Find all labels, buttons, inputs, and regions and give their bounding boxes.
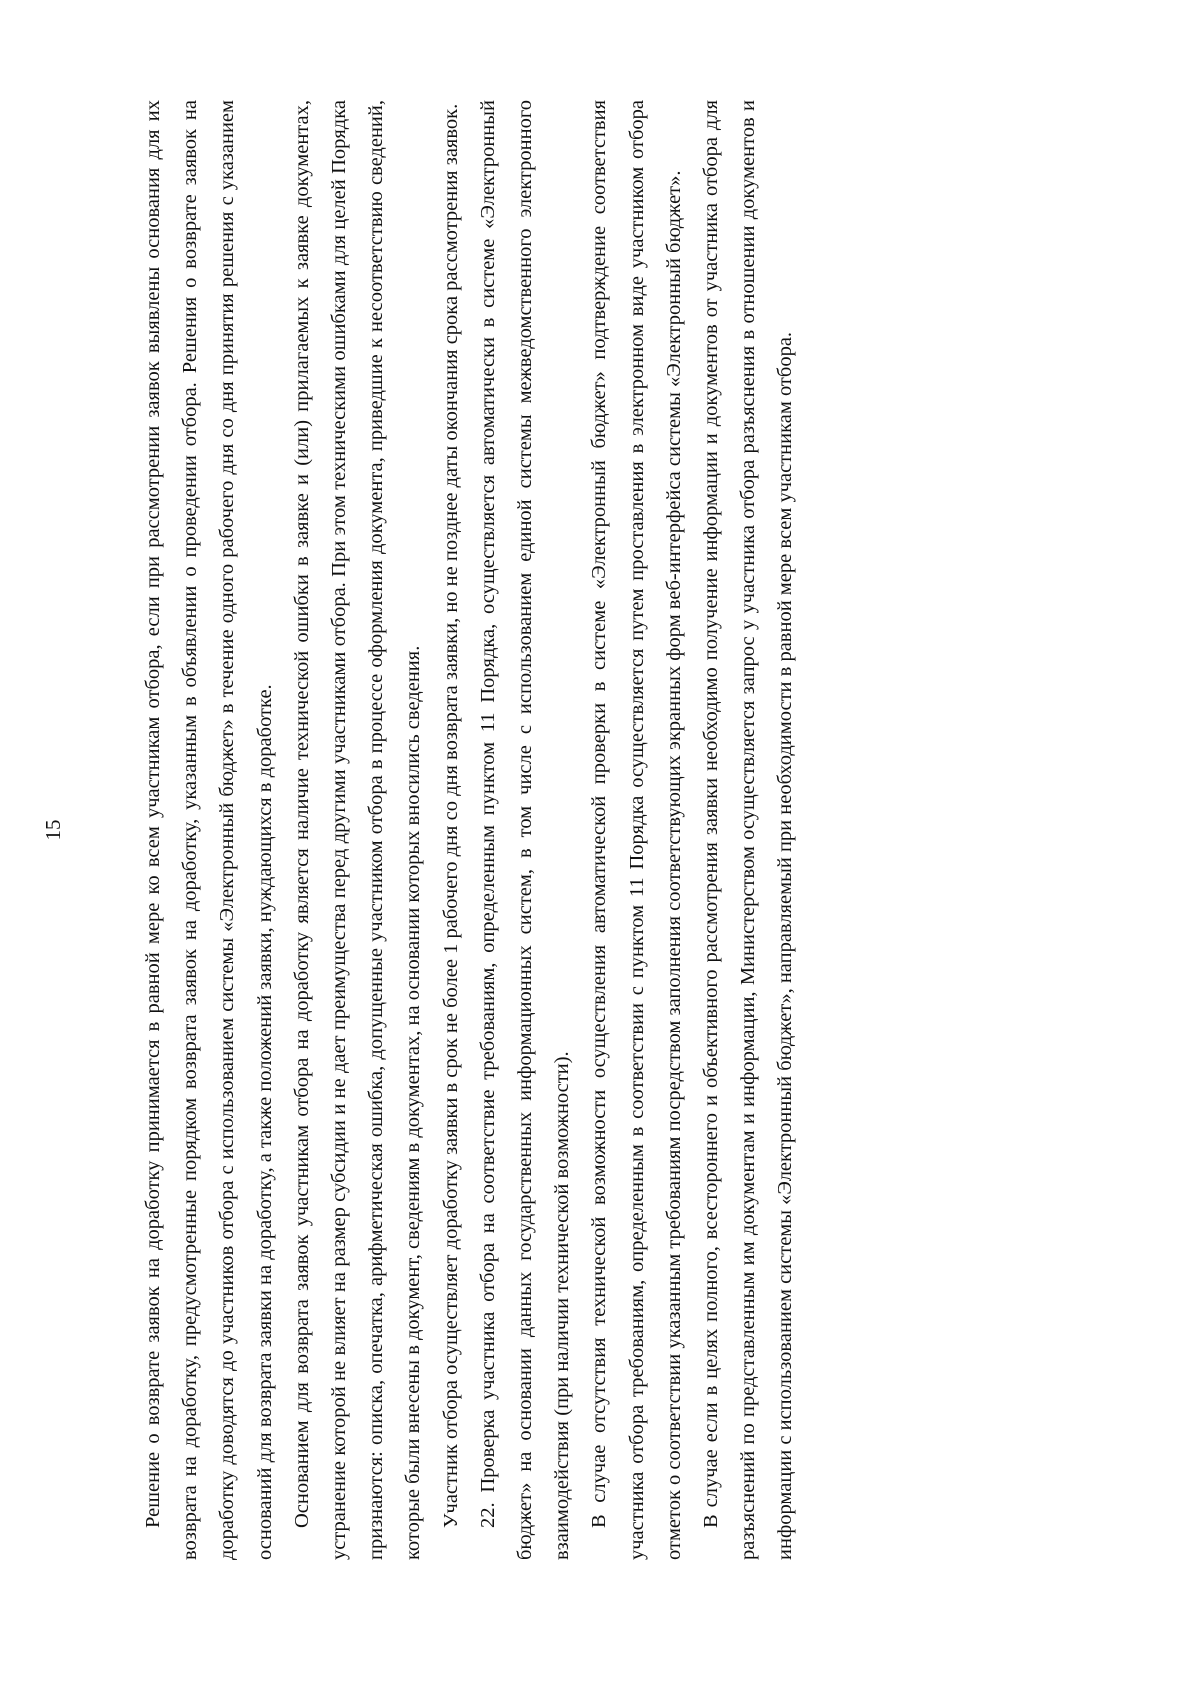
- paragraph-clarification-request: В случае если в целях полного, всестороннего и объективного рассмотрения заявки необходимо получение информации и документов от участника отбора для разъяснений по представленным им документам и информации, Министерством осуществляется запрос у участника отбора разъяснения в отношении документов и информации с использованием системы «Электронный бюджет», направляемый при необходимости в равной мере всем участникам отбора.: [700, 100, 797, 1560]
- rotated-content: [41, 100, 1095, 1560]
- paragraph-return-decision: Решение о возврате заявок на доработку принимается в равной мере ко всем участникам отбора, если при рассмотрении заявок выявлены основания для их возврата на доработку, предусмотренные порядком возврата заявок на доработку, указанным в объявлении о проведении отбора. Решения о возврате заявок на доработку доводятся до участников отбора с использованием системы «Электронный бюджет» в течение одного рабочего дня со дня принятия решения с указанием оснований для возврата заявки на доработку, а также положений заявки, нуждающихся в доработке.: [142, 100, 276, 1560]
- paragraph-no-technical-possibility: В случае отсутствия технической возможности осуществления автоматической проверки в системе «Электронный бюджет» подтверждение соответствия участника отбора требованиям, определенным в соответствии с пунктом 11 Порядка осуществляется путем проставления в электронном виде участником отбора отметок о соответствии указанным требованиям посредством заполнения соответствующих экранных форм веб-интерфейса системы «Электронный бюджет».: [588, 100, 685, 1560]
- paragraph-return-grounds: Основанием для возврата заявок участникам отбора на доработку является наличие технической ошибки в заявке и (или) прилагаемых к заявке документах, устранение которой не влияет на размер субсидии и не дает преимущества перед другими участниками отбора. При этом техническими ошибками для целей Порядка признаются: описка, опечатка, арифметическая ошибка, допущенные участником отбора в процессе оформления документа, приведшие к несоответствию сведений, которые были внесены в документ, сведениям в документах, на основании которых вносились сведения.: [290, 100, 425, 1560]
- page-number: 15: [41, 819, 65, 841]
- paragraph-rework-deadline: Участник отбора осуществляет доработку заявки в срок не более 1 рабочего дня со дня возврата заявки, но не позднее даты окончания срока рассмотрения заявок.: [439, 103, 462, 1528]
- paragraph-item-22: 22. Проверка участника отбора на соответствие требованиям, определенным пунктом 11 Порядка, осуществляется автоматически в системе «Электронный бюджет» на основании данных государственных информационных систем, в том числе с использованием единой системы межведомственного электронного взаимодействия (при наличии технической возможности).: [476, 100, 574, 1560]
